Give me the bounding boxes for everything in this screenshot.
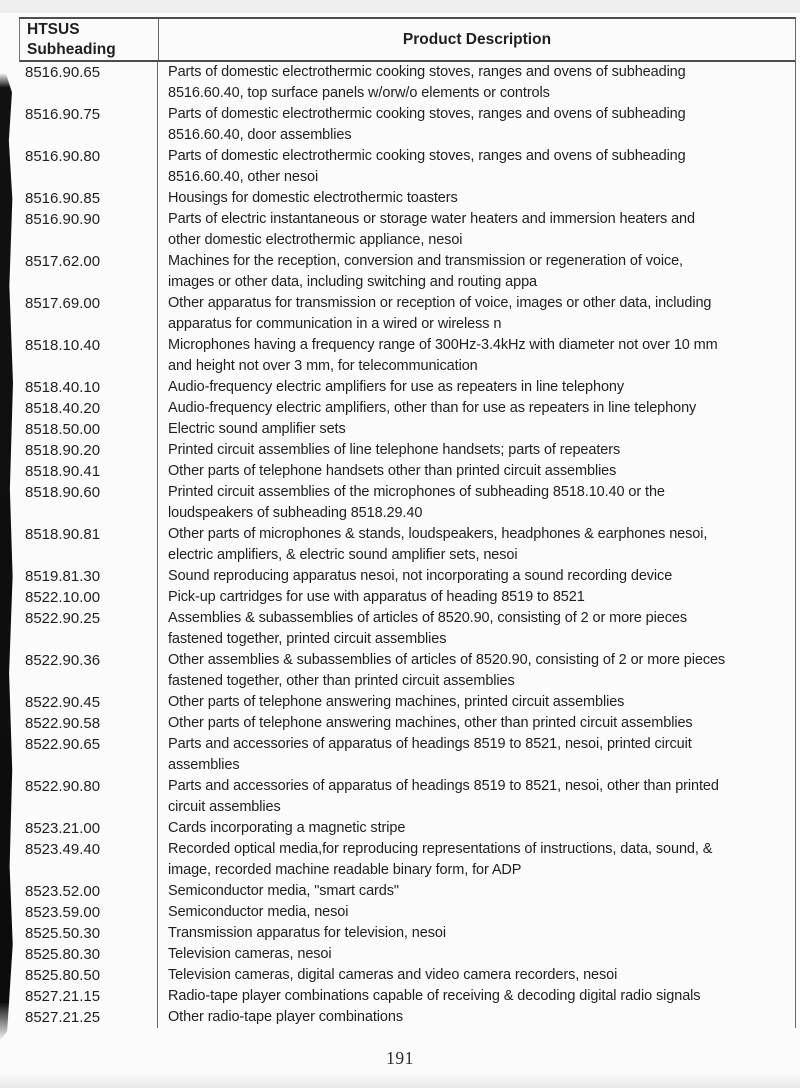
description-line: Other assemblies & subassemblies of articles of 8520.90, consisting of 2 or more pieces	[168, 652, 726, 668]
description-line: apparatus for communication in a wired or wireless n	[168, 316, 502, 332]
table-row	[19, 209, 795, 251]
description-line: Other parts of telephone answering machines, other than printed circuit assemblies	[168, 715, 693, 731]
table-row	[19, 419, 795, 440]
row-product-description	[158, 335, 795, 377]
row-htsus-code: 8523.21.00	[19, 818, 158, 839]
row-product-description	[158, 104, 795, 146]
description-line: Other apparatus for transmission or reception of voice, images or other data, including	[168, 295, 712, 311]
row-htsus-code: 8518.40.20	[19, 398, 158, 419]
description-line: Transmission apparatus for television, nesoi	[168, 925, 446, 941]
description-line: Parts of domestic electrothermic cooking stoves, ranges and ovens of subheading	[168, 148, 686, 164]
row-htsus-code: 8518.90.60	[19, 482, 158, 524]
description-line: 8516.60.40, other nesoi	[168, 169, 319, 185]
table-row	[19, 566, 795, 587]
row-htsus-code: 8522.90.65	[19, 734, 158, 776]
row-htsus-code: 8527.21.15	[19, 986, 158, 1007]
description-line: Other parts of microphones & stands, loudspeakers, headphones & earphones nesoi,	[168, 526, 708, 542]
description-line: 8516.60.40, door assemblies	[168, 127, 352, 143]
table-row	[19, 335, 795, 377]
description-line: electric amplifiers, & electric sound amplifier sets, nesoi	[168, 547, 518, 563]
description-line: Parts of domestic electrothermic cooking stoves, ranges and ovens of subheading	[168, 64, 686, 80]
description-line: images or other data, including switching and routing appa	[168, 274, 538, 290]
row-htsus-code: 8516.90.90	[19, 209, 158, 251]
page-bottom-margin-band	[0, 1075, 800, 1088]
description-line: Printed circuit assemblies of line telephone handsets; parts of repeaters	[168, 442, 621, 458]
row-htsus-code: 8523.59.00	[19, 902, 158, 923]
table-row	[19, 902, 795, 923]
description-line: other domestic electrothermic appliance, nesoi	[168, 232, 463, 248]
description-line: Parts of electric instantaneous or storage water heaters and immersion heaters and	[168, 211, 695, 227]
table-row	[19, 587, 795, 608]
row-htsus-code: 8516.90.75	[19, 104, 158, 146]
row-htsus-code: 8519.81.30	[19, 566, 158, 587]
row-product-description	[158, 944, 795, 965]
description-line: Microphones having a frequency range of 300Hz-3.4kHz with diameter not over 10 mm	[168, 337, 718, 353]
table-row	[19, 482, 795, 524]
description-line: Television cameras, digital cameras and video camera recorders, nesoi	[168, 967, 618, 983]
row-product-description	[158, 818, 795, 839]
row-htsus-code: 8522.10.00	[19, 587, 158, 608]
row-htsus-code: 8518.90.20	[19, 440, 158, 461]
row-htsus-code: 8518.90.81	[19, 524, 158, 566]
row-htsus-code: 8522.90.36	[19, 650, 158, 692]
row-htsus-code: 8525.80.30	[19, 944, 158, 965]
description-line: fastened together, other than printed circuit assemblies	[168, 673, 515, 689]
row-product-description	[158, 293, 795, 335]
description-line: Audio-frequency electric amplifiers for use as repeaters in line telephony	[168, 379, 625, 395]
row-product-description	[158, 881, 795, 902]
row-htsus-code: 8516.90.65	[19, 62, 158, 104]
row-htsus-code: 8525.80.50	[19, 965, 158, 986]
column-header-htsus-line1: HTSUS	[27, 21, 80, 38]
description-line: Other parts of telephone handsets other than printed circuit assemblies	[168, 463, 617, 479]
row-product-description	[158, 377, 795, 398]
table-row	[19, 1007, 795, 1028]
row-product-description	[158, 1007, 795, 1028]
row-htsus-code: 8523.49.40	[19, 839, 158, 881]
row-htsus-code: 8517.69.00	[19, 293, 158, 335]
row-htsus-code: 8518.50.00	[19, 419, 158, 440]
description-line: Audio-frequency electric amplifiers, other than for use as repeaters in line telephony	[168, 400, 697, 416]
description-line: and height not over 3 mm, for telecommunication	[168, 358, 478, 374]
description-line: Other parts of telephone answering machines, printed circuit assemblies	[168, 694, 625, 710]
row-product-description	[158, 734, 795, 776]
row-product-description	[158, 461, 795, 482]
table-row	[19, 776, 795, 818]
row-htsus-code: 8525.50.30	[19, 923, 158, 944]
table-row	[19, 944, 795, 965]
row-product-description	[158, 692, 795, 713]
row-product-description	[158, 482, 795, 524]
row-htsus-code: 8523.52.00	[19, 881, 158, 902]
table-row	[19, 965, 795, 986]
table-row	[19, 734, 795, 776]
description-line: Sound reproducing apparatus nesoi, not incorporating a sound recording device	[168, 568, 673, 584]
description-line: Semiconductor media, "smart cards"	[168, 883, 399, 899]
description-line: Electric sound amplifier sets	[168, 421, 346, 437]
table-header-row	[19, 19, 795, 62]
table-body	[19, 62, 795, 1028]
row-product-description	[158, 251, 795, 293]
row-product-description	[158, 440, 795, 461]
row-product-description	[158, 839, 795, 881]
page-number: 191	[386, 1048, 414, 1068]
row-htsus-code: 8518.40.10	[19, 377, 158, 398]
description-line: circuit assemblies	[168, 799, 281, 815]
table-row	[19, 251, 795, 293]
row-htsus-code: 8518.10.40	[19, 335, 158, 377]
description-line: Semiconductor media, nesoi	[168, 904, 349, 920]
table-row	[19, 377, 795, 398]
row-product-description	[158, 524, 795, 566]
row-htsus-code: 8518.90.41	[19, 461, 158, 482]
description-line: Parts of domestic electrothermic cooking stoves, ranges and ovens of subheading	[168, 106, 686, 122]
table-row	[19, 713, 795, 734]
column-header-htsus-subheading	[20, 19, 159, 60]
description-line: image, recorded machine readable binary form, for ADP	[168, 862, 522, 878]
description-line: fastened together, printed circuit assemblies	[168, 631, 447, 647]
table-row	[19, 881, 795, 902]
row-product-description	[158, 209, 795, 251]
row-htsus-code: 8517.62.00	[19, 251, 158, 293]
table-row	[19, 692, 795, 713]
table-row	[19, 986, 795, 1007]
description-line: Printed circuit assemblies of the microphones of subheading 8518.10.40 or the	[168, 484, 665, 500]
table-row	[19, 62, 795, 104]
description-line: Assemblies & subassemblies of articles of 8520.90, consisting of 2 or more pieces	[168, 610, 687, 626]
row-product-description	[158, 986, 795, 1007]
description-line: Television cameras, nesoi	[168, 946, 332, 962]
description-line: Recorded optical media,for reproducing representations of instructions, data, sound, &	[168, 841, 713, 857]
row-product-description	[158, 923, 795, 944]
row-product-description	[158, 608, 795, 650]
row-product-description	[158, 776, 795, 818]
page-top-margin-band	[0, 0, 800, 13]
description-line: Housings for domestic electrothermic toasters	[168, 190, 458, 206]
column-header-htsus-line2: Subheading	[27, 40, 116, 58]
description-line: loudspeakers of subheading 8518.29.40	[168, 505, 423, 521]
table-row	[19, 839, 795, 881]
row-htsus-code: 8522.90.80	[19, 776, 158, 818]
row-product-description	[158, 650, 795, 692]
row-product-description	[158, 965, 795, 986]
description-line: assemblies	[168, 757, 240, 773]
description-line: Cards incorporating a magnetic stripe	[168, 820, 406, 836]
row-htsus-code: 8516.90.85	[19, 188, 158, 209]
table-row	[19, 293, 795, 335]
scan-artifact-left-edge	[0, 73, 13, 1041]
row-htsus-code: 8522.90.25	[19, 608, 158, 650]
description-line: Pick-up cartridges for use with apparatus of heading 8519 to 8521	[168, 589, 585, 605]
table-row	[19, 923, 795, 944]
row-htsus-code: 8516.90.80	[19, 146, 158, 188]
row-product-description	[158, 398, 795, 419]
row-htsus-code: 8527.21.25	[19, 1007, 158, 1028]
column-header-product-description: Product Description	[402, 30, 552, 48]
description-line: Radio-tape player combinations capable of receiving & decoding digital radio signals	[168, 988, 701, 1004]
description-line: Other radio-tape player combinations	[168, 1009, 403, 1025]
description-line: 8516.60.40, top surface panels w/orw/o elements or controls	[168, 85, 550, 101]
htsus-product-table	[19, 17, 796, 1028]
row-product-description	[158, 713, 795, 734]
table-row	[19, 650, 795, 692]
row-product-description	[158, 566, 795, 587]
table-row	[19, 461, 795, 482]
description-line: Parts and accessories of apparatus of headings 8519 to 8521, nesoi, printed circuit	[168, 736, 692, 752]
table-row	[19, 146, 795, 188]
table-row	[19, 608, 795, 650]
table-row	[19, 398, 795, 419]
row-product-description	[158, 146, 795, 188]
row-htsus-code: 8522.90.58	[19, 713, 158, 734]
table-row	[19, 188, 795, 209]
table-row	[19, 524, 795, 566]
row-product-description	[158, 62, 795, 104]
row-product-description	[158, 188, 795, 209]
row-product-description	[158, 902, 795, 923]
row-product-description	[158, 419, 795, 440]
row-product-description	[158, 587, 795, 608]
description-line: Parts and accessories of apparatus of headings 8519 to 8521, nesoi, other than printed	[168, 778, 719, 794]
table-row	[19, 104, 795, 146]
description-line: Machines for the reception, conversion and transmission or regeneration of voice,	[168, 253, 683, 269]
table-row	[19, 818, 795, 839]
row-htsus-code: 8522.90.45	[19, 692, 158, 713]
table-row	[19, 440, 795, 461]
